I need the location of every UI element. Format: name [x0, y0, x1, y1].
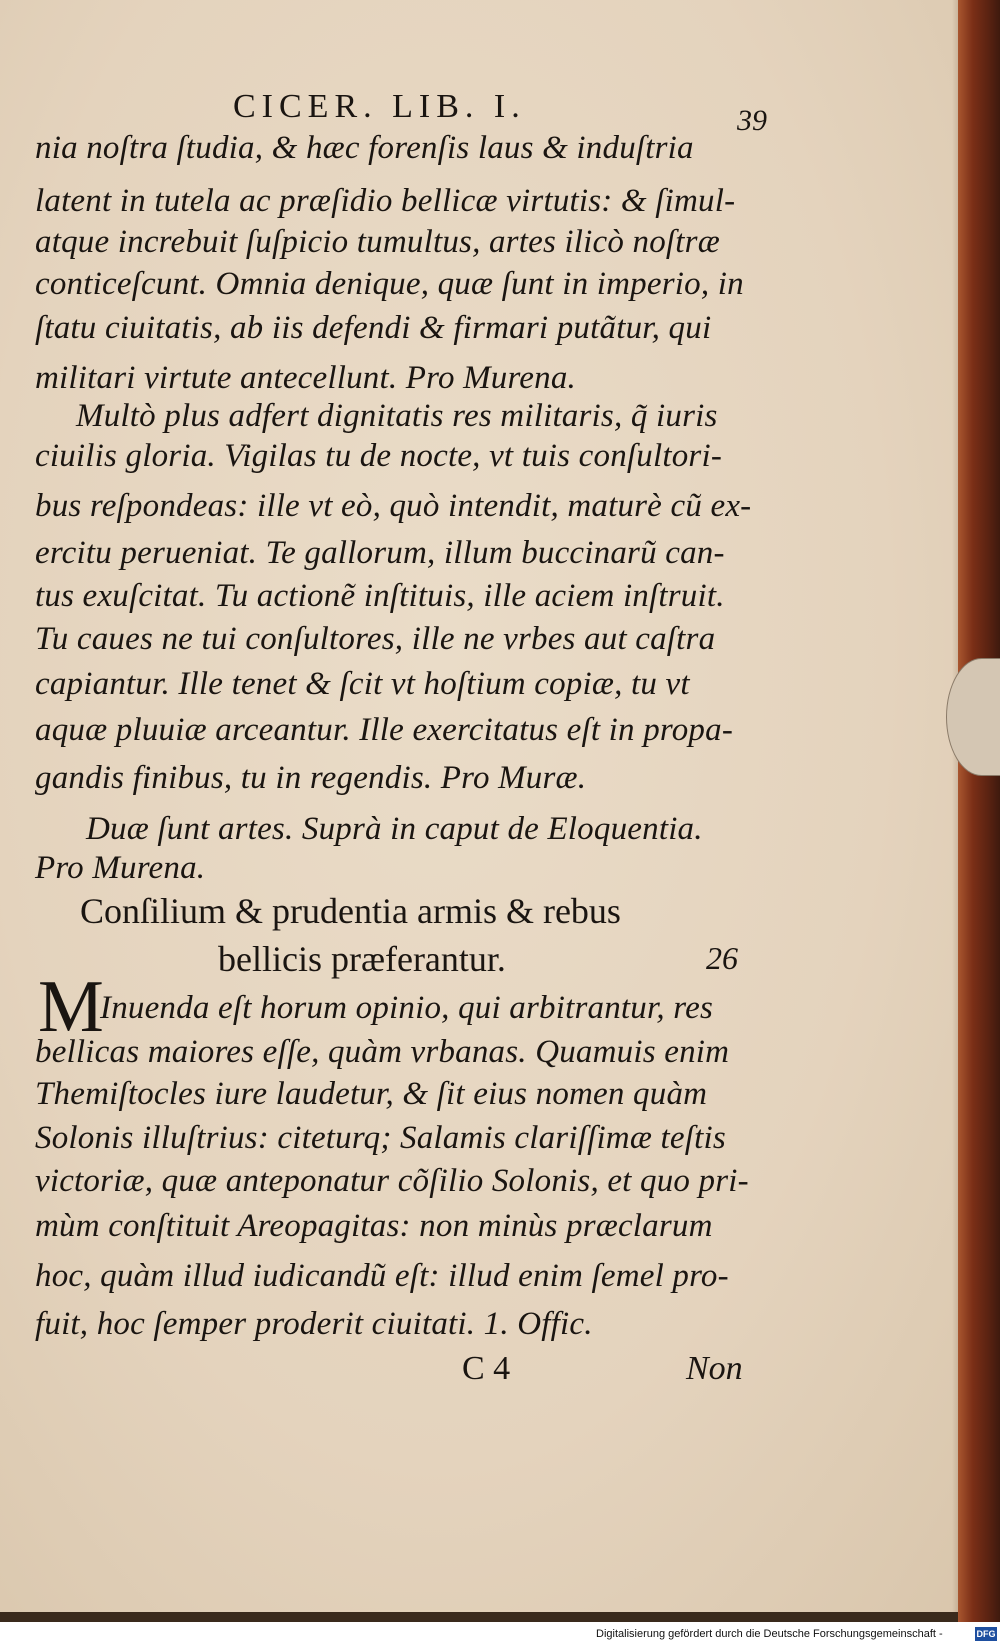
text-line: Pro Murena. [35, 850, 206, 886]
text-line: ciuilis gloria. Vigilas tu de nocte, vt tuis conſultori- [35, 438, 723, 474]
text-line: Multò plus adfert dignitatis res militaris, q̃ iuris [76, 398, 718, 434]
text-line: ſtatu ciuitatis, ab iis defendi & firmari putãtur, qui [35, 310, 712, 346]
text-line: capiantur. Ille tenet & ſcit vt hoſtium copiæ, tu vt [35, 666, 690, 702]
text-line: Duæ ſunt artes. Suprà in caput de Eloquentia. [86, 811, 703, 847]
section-number: 26 [706, 940, 738, 976]
running-head: CICER. LIB. I. [233, 88, 526, 125]
text-line: tus exuſcitat. Tu actionẽ inſtituis, ille aciem inſtruit. [35, 578, 725, 614]
binding-edge [958, 0, 1000, 1622]
text-line: conticeſcunt. Omnia denique, quæ ſunt in imperio, in [35, 266, 744, 302]
text-line: mùm conſtituit Areopagitas: non minùs præclarum [35, 1208, 713, 1244]
text-line: victoriæ, quæ anteponatur cõſilio Solonis, et quo pri- [35, 1163, 749, 1199]
folio-number: 39 [737, 104, 767, 137]
text-line: hoc, quàm illud iudicandũ eſt: illud enim ſemel pro- [35, 1258, 729, 1294]
text-line: militari virtute antecellunt. Pro Murena. [35, 360, 577, 396]
text-line: Solonis illuſtrius: citeturq; Salamis clariſſimæ teſtis [35, 1120, 726, 1156]
catchword: Non [686, 1350, 743, 1387]
signature-mark: C 4 [462, 1350, 511, 1387]
text-line: bus reſpondeas: ille vt eò, quò intendit, maturè cũ ex- [35, 488, 752, 524]
dfg-logo: DFG [976, 1629, 996, 1639]
text-line: Tu caues ne tui conſultores, ille ne vrbes aut caſtra [35, 621, 716, 657]
text-line: fuit, hoc ſemper proderit ciuitati. 1. Offic. [35, 1306, 593, 1342]
text-line: atque increbuit ſuſpicio tumultus, artes ilicò noſtræ [35, 224, 720, 260]
text-line: nia noſtra ſtudia, & hæc forenſis laus & induſtria [35, 130, 694, 166]
text-line: Themiſtocles iure laudetur, & ſit eius nomen quàm [35, 1076, 708, 1112]
section-heading-line2: bellicis præferantur. [218, 939, 506, 979]
funding-credit: Digitalisierung gefördert durch die Deutsche Forschungsgemeinschaft - [596, 1628, 943, 1640]
drop-initial: M [38, 966, 104, 1048]
text-line: ercitu perueniat. Te gallorum, illum buccinarũ can- [35, 535, 725, 571]
text-line: bellicas maiores eſſe, quàm vrbanas. Quamuis enim [35, 1034, 730, 1070]
text-line: aquæ pluuiæ arceantur. Ille exercitatus eſt in propa- [35, 712, 734, 748]
text-line: Inuenda eſt horum opinio, qui arbitrantur, res [100, 990, 713, 1026]
text-line: gandis finibus, tu in regendis. Pro Muræ. [35, 760, 587, 796]
text-line: latent in tutela ac præſidio bellicæ virtutis: & ſimul- [35, 183, 736, 219]
section-heading: Conſilium & prudentia armis & rebus [80, 891, 621, 931]
